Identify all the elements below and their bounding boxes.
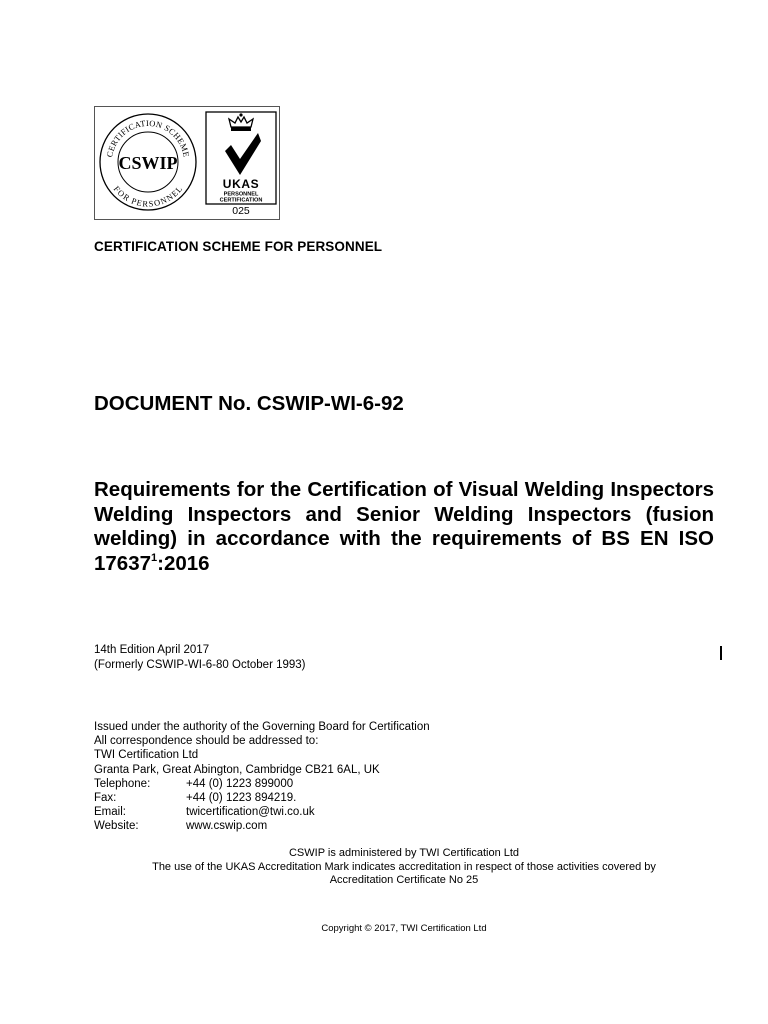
- scheme-heading: CERTIFICATION SCHEME FOR PERSONNEL: [94, 239, 383, 254]
- cswip-arc-bottom-text: FOR PERSONNEL: [111, 184, 185, 209]
- svg-text:FOR PERSONNEL: [112, 184, 184, 208]
- accreditation-line: The use of the UKAS Accreditation Mark indicates accreditation in respect of those activities covered by: [152, 860, 656, 873]
- contact-row-email: [94, 805, 430, 819]
- administration-notice: [0, 847, 768, 888]
- contact-row-website: [94, 819, 430, 833]
- ukas-logo: [205, 111, 277, 215]
- contact-row-telephone: [94, 777, 430, 791]
- contact-row-fax: [94, 791, 430, 805]
- logo-box: [94, 106, 280, 220]
- issued-authority: Issued under the authority of the Governing Board for Certification: [94, 721, 430, 733]
- contact-value: +44 (0) 1223 899000: [186, 777, 294, 790]
- formerly-line: (Formerly CSWIP-WI-6-80 October 1993): [94, 659, 306, 671]
- cswip-logo: [97, 111, 199, 213]
- check-mark-icon: [225, 133, 261, 175]
- copyright: Copyright © 2017, TWI Certification Ltd: [321, 923, 487, 934]
- contact-value: +44 (0) 1223 894219.: [186, 792, 297, 805]
- document-number: DOCUMENT No. CSWIP-WI-6-92: [94, 392, 404, 415]
- document-title: [94, 478, 714, 577]
- correspondence-line: All correspondence should be addressed to:: [94, 735, 319, 748]
- ukas-line2: CERTIFICATION: [219, 197, 263, 204]
- contact-label: Website:: [94, 820, 139, 833]
- cswip-center-text: CSWIP: [118, 153, 178, 173]
- edition-block: [94, 643, 306, 673]
- document-title-main: Requirements for the Certification of Visual Welding Inspectors Welding Inspectors and Senior Welding Inspectors (fusion welding) in accordance with the requirements of BS EN ISO 17637: [94, 478, 714, 576]
- contact-value: www.cswip.com: [186, 820, 268, 833]
- cswip-arc-top-text: CERTIFICATION SCHEME: [105, 118, 191, 158]
- contact-label: Telephone:: [94, 777, 151, 790]
- edition-line: 14th Edition April 2017: [94, 644, 210, 656]
- administered-line: CSWIP is administered by TWI Certification Ltd: [288, 847, 520, 859]
- change-bar: [720, 646, 722, 660]
- crown-icon: [229, 113, 253, 131]
- address: Granta Park, Great Abington, Cambridge CB21 6AL, UK: [94, 763, 380, 776]
- contact-label: Fax:: [94, 792, 117, 805]
- document-title-suffix: :2016: [157, 552, 210, 576]
- footnote-marker: 1: [151, 552, 158, 565]
- issued-block: [94, 720, 430, 834]
- certificate-line: Accreditation Certificate No 25: [329, 874, 479, 887]
- organisation-name: TWI Certification Ltd: [94, 749, 199, 762]
- ukas-line1: PERSONNEL: [223, 191, 259, 198]
- contact-value: twicertification@twi.co.uk: [186, 806, 315, 819]
- ukas-name: UKAS: [222, 177, 260, 191]
- ukas-number: 025: [232, 205, 250, 215]
- contact-label: Email:: [94, 806, 126, 819]
